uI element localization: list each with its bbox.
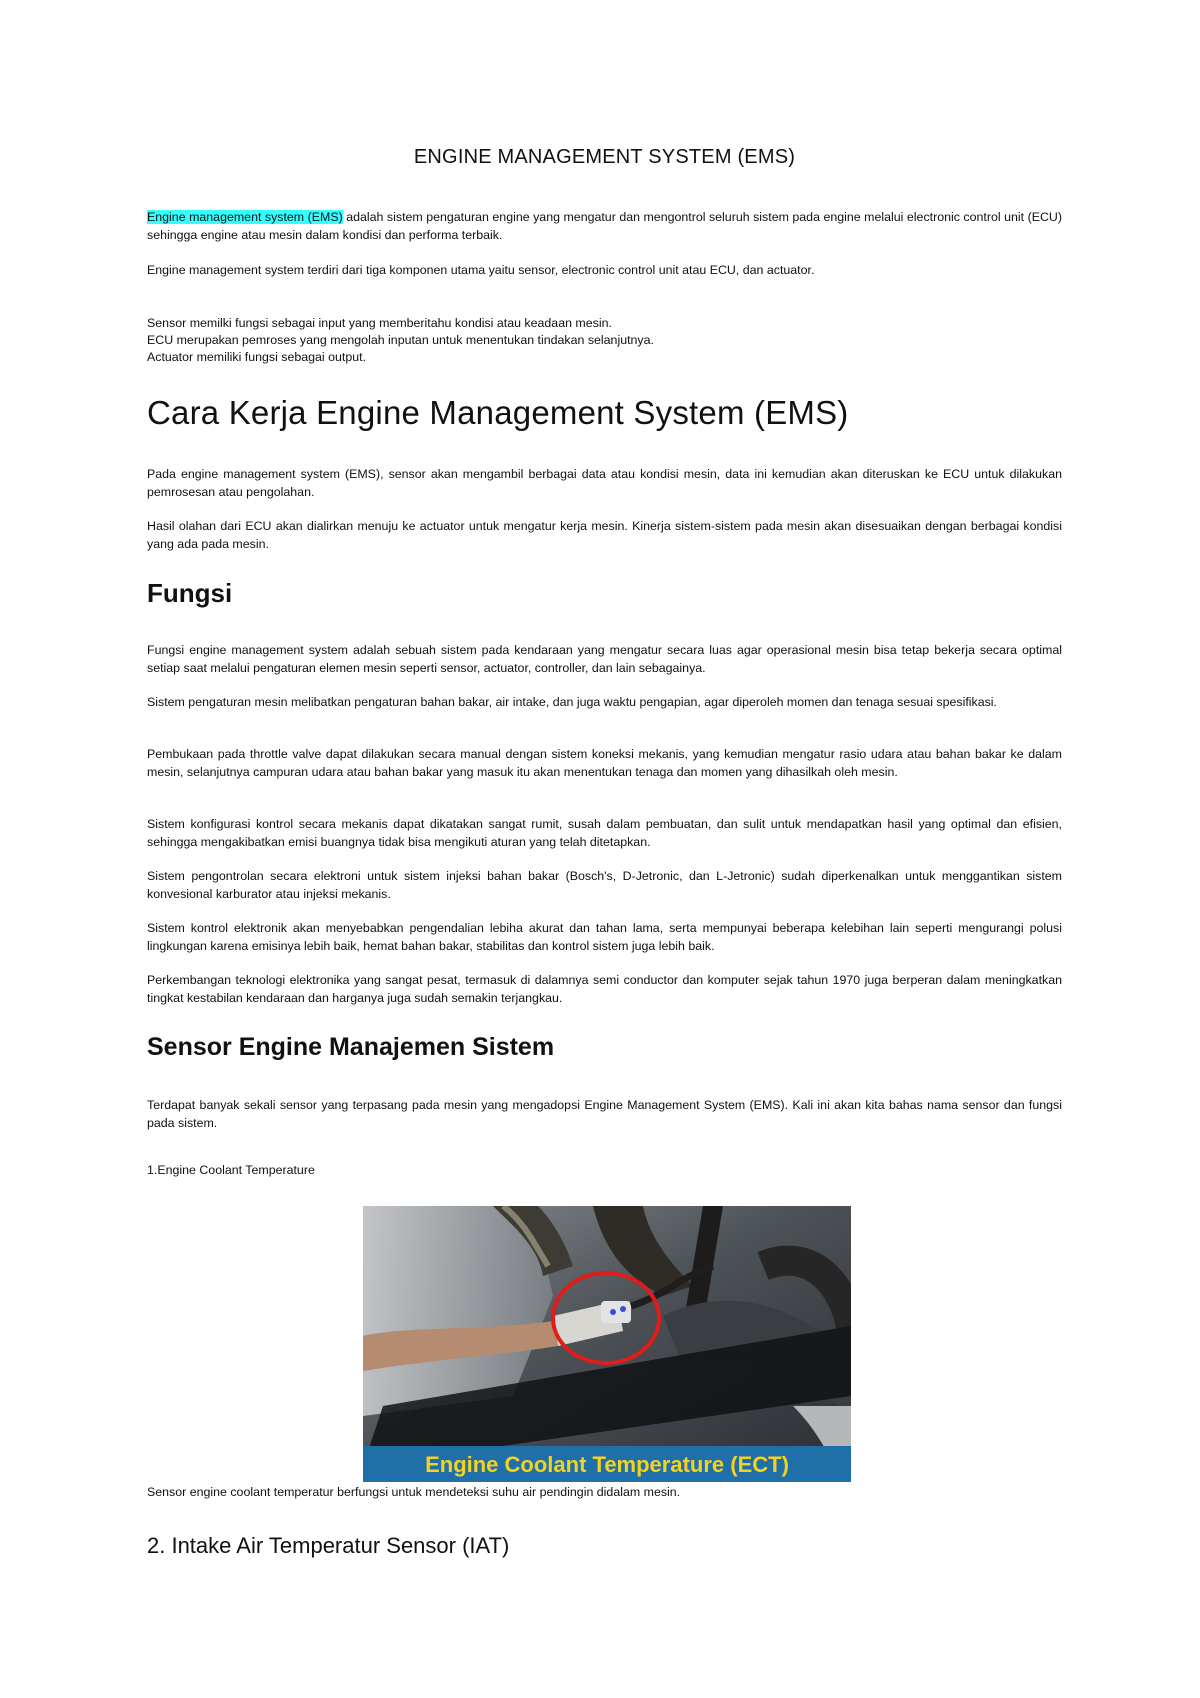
engine-coolant-photo [363,1206,851,1482]
fungsi-p4: Sistem konfigurasi kontrol secara mekanis dapat dikatakan sangat rumit, susah dalam pembuatan, dan sulit untuk mendapatkan hasil yang optimal dan efisien, sehingga mengakibatkan emisi buangnya tidak bisa mengikuti aturan yang telah ditetapkan. [147,817,1062,849]
sensor-line: Sensor memilki fungsi sebagai input yang memberitahu kondisi atau keadaan mesin. [147,316,612,330]
sensor-intro: Terdapat banyak sekali sensor yang terpasang pada mesin yang mengadopsi Engine Management System (EMS). Kali ini akan kita bahas nama sensor dan fungsi pada sistem. [147,1098,1062,1130]
photo-caption: Engine Coolant Temperature (ECT) [425,1452,789,1477]
sensor-item-1-title: 1.Engine Coolant Temperature [147,1163,315,1177]
components-paragraph: Engine management system terdiri dari tiga komponen utama yaitu sensor, electronic control unit atau ECU, dan actuator. [147,263,815,277]
sensor-item-2-title: 2. Intake Air Temperatur Sensor (IAT) [147,1533,510,1558]
engine-photo-illustration [363,1206,851,1482]
heading-sensor: Sensor Engine Manajemen Sistem [147,1033,555,1061]
actuator-line: Actuator memiliki fungsi sebagai output. [147,350,367,364]
fungsi-p3: Pembukaan pada throttle valve dapat dilakukan secara manual dengan sistem koneksi mekanis, yang kemudian mengatur rasio udara atau bahan bakar ke dalam mesin, selanjutnya campuran udara atau bahan bakar yang masuk itu akan menentukan tenaga dan momen yang dihasilkah oleh mesin. [147,747,1062,779]
ecu-line: ECU merupakan pemroses yang mengolah inputan untuk menentukan tindakan selanjutnya. [147,333,654,347]
fungsi-p1: Fungsi engine management system adalah sebuah sistem pada kendaraan yang mengatur secara luas agar operasional mesin bisa tetap bekerja secara optimal setiap saat melalui pengaturan elemen mesin seperti sensor, actuator, controller, dan lain sebagainya. [147,643,1062,675]
intro-paragraph [147,208,1062,244]
sensor-item-1-desc: Sensor engine coolant temperatur berfungsi untuk mendeteksi suhu air pendingin didalam mesin. [147,1485,681,1499]
cara-kerja-p2: Hasil olahan dari ECU akan dialirkan menuju ke actuator untuk mengatur kerja mesin. Kinerja sistem-sistem pada mesin akan disesuaikan dengan berbagai kondisi yang ada pada mesin. [147,519,1062,551]
fungsi-p2: Sistem pengaturan mesin melibatkan pengaturan bahan bakar, air intake, dan juga waktu pengapian, agar diperoleh momen dan tenaga sesuai spesifikasi. [147,695,997,709]
cara-kerja-p1: Pada engine management system (EMS), sensor akan mengambil berbagai data atau kondisi mesin, data ini kemudian akan diteruskan ke ECU untuk dilakukan pemrosesan atau pengolahan. [147,467,1062,499]
heading-cara-kerja: Cara Kerja Engine Management System (EMS) [147,394,849,431]
highlighted-term: Engine management system (EMS) [147,210,343,224]
document-title: ENGINE MANAGEMENT SYSTEM (EMS) [413,146,796,168]
fungsi-p6: Sistem kontrol elektronik akan menyebabkan pengendalian lebiha akurat dan tahan lama, serta mempunyai beberapa kelebihan lain seperti mengurangi polusi lingkungan karena emisinya lebih baik, hemat bahan bakar, stabilitas dan kontrol sistem juga lebih baik. [147,921,1062,953]
intro-text: adalah sistem pengaturan engine yang mengatur dan mengontrol seluruh sistem pada engine melalui electronic control unit (ECU) sehingga engine atau mesin dalam kondisi dan performa terbaik. [147,210,1062,242]
heading-fungsi: Fungsi [147,578,233,608]
fungsi-p7: Perkembangan teknologi elektronika yang sangat pesat, termasuk di dalamnya semi conductor dan komputer sejak tahun 1970 juga berperan dalam meningkatkan tingkat kestabilan kendaraan dan harganya juga sudah semakin terjangkau. [147,973,1062,1005]
fungsi-p5: Sistem pengontrolan secara elektroni untuk sistem injeksi bahan bakar (Bosch's, D-Jetronic, dan L-Jetronic) sudah diperkenalkan untuk menggantikan sistem konvesional karburator atau injeksi mekanis. [147,869,1062,901]
